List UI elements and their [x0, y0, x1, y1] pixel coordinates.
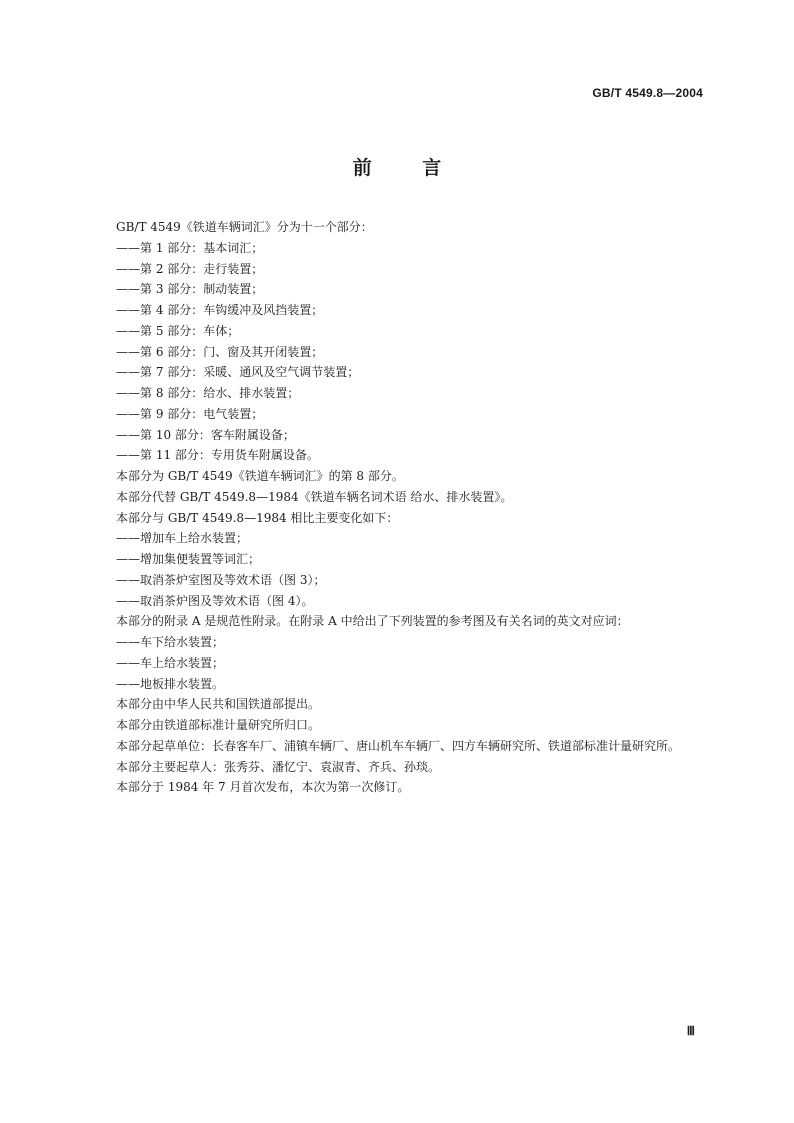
paragraph: ——第 7 部分：采暖、通风及空气调节装置； — [116, 365, 360, 380]
paragraph: 本部分为 GB/T 4549《铁道车辆词汇》的第 8 部分。 — [116, 469, 404, 483]
paragraph: 本部分起草单位：长春客车厂、浦镇车辆厂、唐山机车车辆厂、四方车辆研究所、铁道部标准计量研究所。 — [116, 738, 681, 753]
paragraph: 本部分由中华人民共和国铁道部提出。 — [116, 697, 321, 712]
paragraph: ——第 10 部分：客车附属设备； — [116, 427, 295, 442]
paragraph: ——第 4 部分：车钩缓冲及风挡装置； — [116, 303, 324, 317]
paragraph: ——车上给水装置； — [116, 655, 225, 670]
paragraph: GB/T 4549《铁道车辆词汇》分为十一个部分： — [116, 220, 373, 234]
foreword-body — [92, 217, 703, 798]
paragraph: ——第 9 部分：电气装置； — [116, 406, 264, 421]
paragraph: ——车下给水装置； — [116, 635, 225, 649]
paragraph: ——取消茶炉图及等效术语（图 4）。 — [116, 593, 314, 608]
paragraph: 本部分由铁道部标准计量研究所归口。 — [116, 718, 321, 732]
paragraph: ——增加集便装置等词汇； — [116, 552, 261, 566]
paragraph: 本部分主要起草人：张秀芬、潘忆宁、袁淑青、齐兵、孙琰。 — [116, 759, 441, 774]
paragraph: ——增加车上给水装置； — [116, 531, 249, 546]
paragraph: 本部分于 1984 年 7 月首次发布，本次为第一次修订。 — [116, 780, 410, 795]
paragraph: ——取消茶炉室图及等效术语（图 3）； — [116, 572, 326, 587]
paragraph: ——第 3 部分：制动装置； — [116, 282, 264, 297]
paragraph: ——第 5 部分：车体； — [116, 323, 240, 338]
paragraph: 本部分的附录 A 是规范性附录。在附录 A 中给出了下列装置的参考图及有关名词的英文对应词： — [116, 614, 629, 629]
page-number: Ⅲ — [686, 1024, 695, 1038]
paragraph: ——第 8 部分：给水、排水装置； — [116, 386, 300, 400]
paragraph: 本部分与 GB/T 4549.8—1984 相比主要变化如下： — [116, 510, 399, 525]
paragraph: 本部分代替 GB/T 4549.8—1984《铁道车辆名词术语 给水、排水装置》。 — [116, 489, 513, 504]
standard-code: GB/T 4549.8—2004 — [592, 86, 703, 100]
paragraph: ——第 6 部分：门、窗及其开闭装置； — [116, 344, 324, 359]
paragraph: ——第 2 部分：走行装置； — [116, 261, 264, 276]
paragraph: ——第 11 部分：专用货车附属设备。 — [116, 448, 319, 463]
page-title: 前 言 — [352, 157, 442, 179]
paragraph: ——地板排水装置。 — [116, 676, 225, 691]
paragraph: ——第 1 部分：基本词汇； — [116, 240, 264, 255]
